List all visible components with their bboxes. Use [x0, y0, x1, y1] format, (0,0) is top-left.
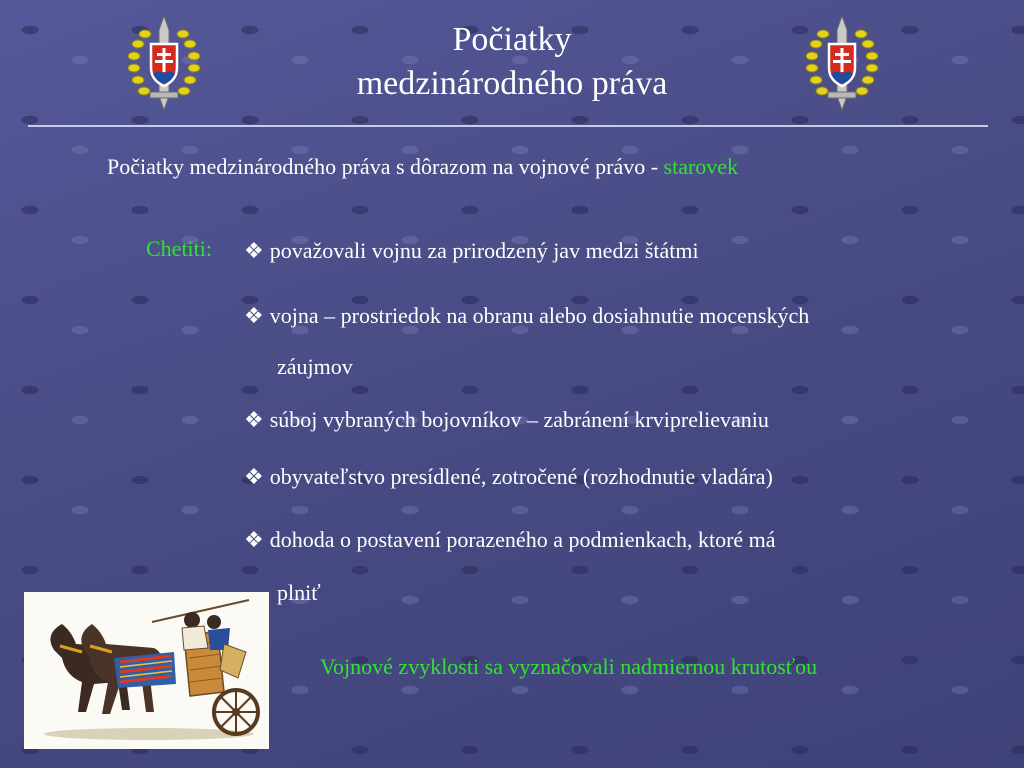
subtitle-text: Počiatky medzinárodného práva s dôrazom na vojnové právo - [107, 154, 664, 179]
subtitle-highlight: starovek [663, 154, 739, 179]
army-emblem-icon [124, 14, 204, 114]
diamond-bullet-icon: ❖ [244, 527, 264, 552]
title-divider [28, 125, 988, 127]
title-line-1: Počiatky [452, 21, 572, 58]
slide-subtitle [107, 154, 738, 180]
bullet-text: obyvateľstvo presídlené, zotročené (rozhodnutie vladára) [269, 464, 773, 489]
bullet-continuation: plniť [277, 580, 321, 605]
bullet-item [244, 288, 809, 344]
slide-title [262, 18, 762, 106]
chariot-illustration [24, 592, 269, 749]
bullet-item [244, 223, 699, 279]
diamond-bullet-icon: ❖ [244, 238, 264, 263]
bullet-continuation: záujmov [277, 354, 353, 379]
bullet-item [244, 512, 776, 568]
army-emblem-icon [802, 14, 882, 114]
bullet-text: vojna – prostriedok na obranu alebo dosiahnutie mocenských [269, 303, 810, 328]
bullet-text: považovali vojnu za prirodzený jav medzi štátmi [269, 238, 699, 263]
bullet-text: súboj vybraných bojovníkov – zabránení krviprelievaniu [269, 407, 769, 432]
closing-note: Vojnové zvyklosti sa vyznačovali nadmiernou krutosťou [320, 654, 818, 679]
section-label: Chetiti: [146, 236, 212, 261]
bullet-item [244, 449, 773, 505]
title-line-2: medzinárodného práva [356, 65, 668, 102]
diamond-bullet-icon: ❖ [244, 464, 264, 489]
bullet-item [244, 392, 769, 448]
diamond-bullet-icon: ❖ [244, 407, 264, 432]
bullet-text: dohoda o postavení porazeného a podmienkach, ktoré má [269, 527, 776, 552]
diamond-bullet-icon: ❖ [244, 303, 264, 328]
